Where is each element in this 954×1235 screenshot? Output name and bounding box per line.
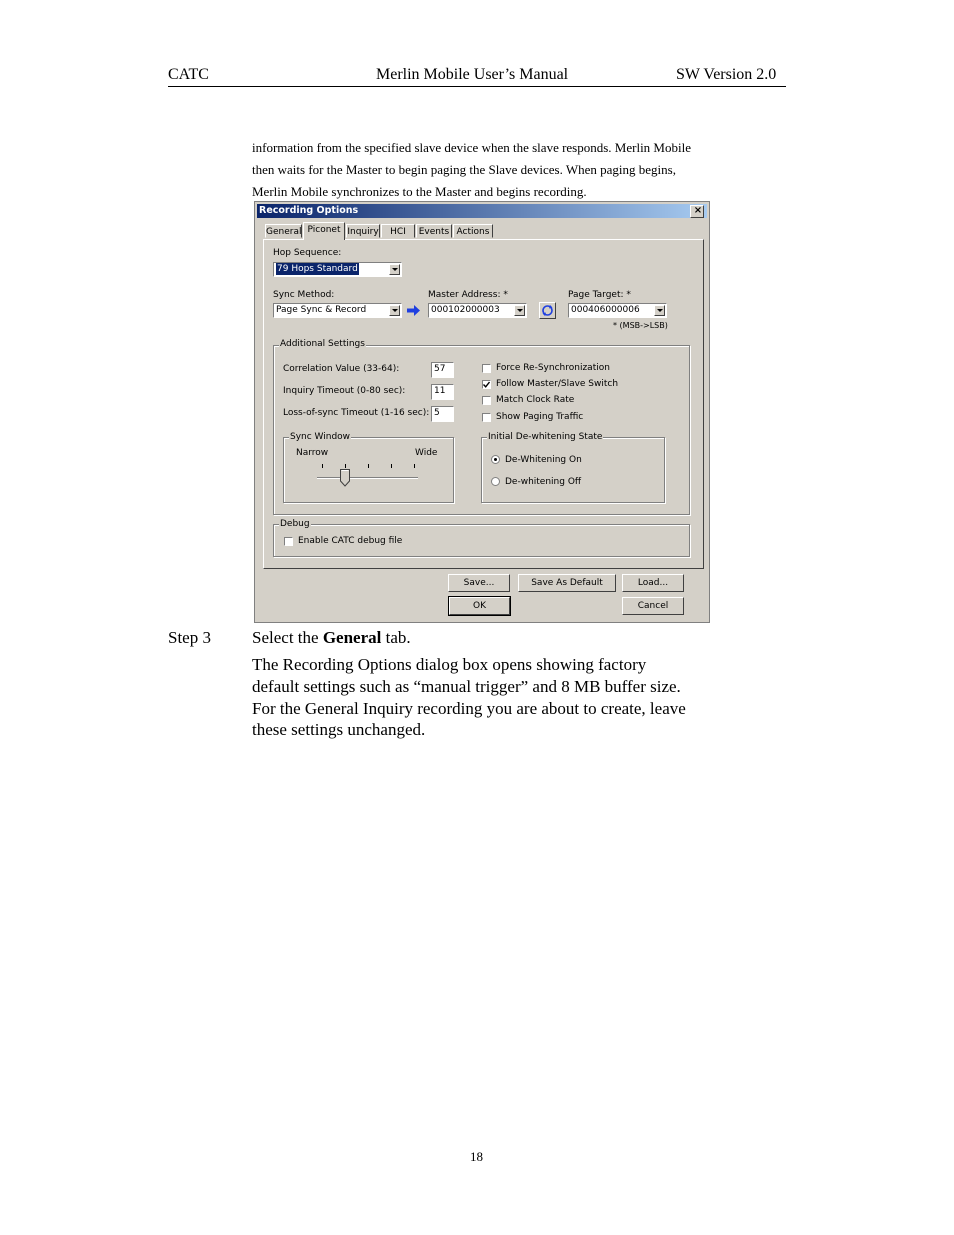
master-address-value: 000102000003 (431, 305, 500, 315)
step-prefix: Select the (252, 628, 323, 647)
paragraph-line-1: The Recording Options dialog box opens showing factory (252, 655, 647, 674)
loss-of-sync-label: Loss-of-sync Timeout (1-16 sec): (283, 408, 430, 418)
close-icon[interactable]: × (690, 205, 704, 218)
master-address-label: Master Address: * (428, 290, 508, 300)
save-as-default-button[interactable]: Save As Default (518, 574, 616, 592)
tab-events[interactable]: Events (416, 224, 452, 238)
dewhitening-label: Initial De-whitening State (488, 432, 603, 442)
page-target-select[interactable] (568, 303, 667, 318)
dewhitening-on-label: De-Whitening On (505, 455, 582, 465)
sync-method-select[interactable] (273, 303, 402, 318)
page-target-label: Page Target: * (568, 290, 631, 300)
dewhitening-off-radio[interactable] (491, 477, 500, 486)
header-title: Merlin Mobile User’s Manual (376, 66, 569, 83)
tab-piconet[interactable]: Piconet (303, 222, 345, 240)
paragraph-line-2: default settings such as “manual trigger” and 8 MB buffer size. (252, 677, 681, 696)
narrow-label: Narrow (296, 448, 329, 458)
ok-button[interactable]: OK (449, 597, 510, 615)
slider-thumb[interactable] (340, 469, 350, 487)
match-clock-checkbox[interactable] (482, 396, 491, 405)
dialog-titlebar (257, 204, 707, 218)
debug-checkbox[interactable] (284, 537, 293, 546)
hop-sequence-select[interactable] (273, 262, 402, 277)
chevron-down-icon[interactable] (389, 264, 400, 275)
header-left: CATC (168, 66, 209, 83)
slider-tick (368, 464, 369, 468)
slider-track[interactable] (317, 477, 418, 479)
chevron-down-icon[interactable] (514, 305, 525, 316)
match-clock-label: Match Clock Rate (496, 395, 575, 405)
follow-switch-checkbox[interactable] (482, 380, 491, 389)
sync-window-group (283, 437, 454, 503)
recording-options-dialog (254, 201, 710, 623)
dewhitening-group (481, 437, 665, 503)
dialog-title: Recording Options (259, 205, 359, 216)
swap-icon (541, 304, 554, 317)
intro-line-2: then waits for the Master to begin paging the Slave devices. When paging begins, (252, 162, 676, 177)
checkmark-icon (483, 381, 490, 388)
show-paging-label: Show Paging Traffic (496, 412, 584, 422)
force-resync-checkbox[interactable] (482, 364, 491, 373)
master-address-select[interactable] (428, 303, 527, 318)
wide-label: Wide (415, 448, 438, 458)
hop-sequence-label: Hop Sequence: (273, 248, 342, 258)
debug-label: Debug (280, 519, 310, 529)
header-rule (168, 86, 786, 87)
sync-window-label: Sync Window (290, 432, 351, 442)
additional-settings-label: Additional Settings (280, 339, 365, 349)
paragraph-line-3: For the General Inquiry recording you are about to create, leave (252, 699, 686, 718)
tab-inquiry[interactable]: Inquiry (346, 224, 380, 238)
page-number: 18 (470, 1149, 483, 1164)
step-label: Step 3 (168, 628, 211, 647)
tab-actions[interactable]: Actions (453, 224, 493, 238)
debug-checkbox-label: Enable CATC debug file (298, 536, 403, 546)
inquiry-timeout-label: Inquiry Timeout (0-80 sec): (283, 386, 406, 396)
load-button[interactable]: Load... (622, 574, 684, 592)
slider-tick (322, 464, 323, 468)
chevron-down-icon[interactable] (654, 305, 665, 316)
slider-tick (345, 464, 346, 468)
correlation-label: Correlation Value (33-64): (283, 364, 400, 374)
loss-of-sync-input[interactable]: 5 (431, 406, 454, 422)
cancel-button[interactable]: Cancel (622, 597, 684, 615)
tab-general[interactable]: General (265, 224, 302, 238)
step-instruction (252, 628, 411, 648)
inquiry-timeout-input[interactable]: 11 (431, 384, 454, 400)
slider-tick (414, 464, 415, 468)
sync-method-label: Sync Method: (273, 290, 335, 300)
arrow-right-icon (407, 305, 421, 316)
step-suffix: tab. (381, 628, 411, 647)
sync-method-value: Page Sync & Record (276, 305, 367, 315)
intro-line-1: information from the specified slave device when the slave responds. Merlin Mobile (252, 140, 691, 155)
slider-tick (391, 464, 392, 468)
step-bold: General (322, 628, 382, 647)
follow-switch-label: Follow Master/Slave Switch (496, 379, 619, 389)
dewhitening-on-radio[interactable] (491, 455, 500, 464)
msb-note: * (MSB->LSB) (613, 321, 668, 330)
header-version: SW Version 2.0 (676, 66, 777, 83)
page-target-value: 000406000006 (571, 305, 640, 315)
dewhitening-off-label: De-whitening Off (505, 477, 582, 487)
tab-hci[interactable]: HCI (381, 224, 415, 238)
swap-button[interactable] (539, 302, 556, 319)
force-resync-label: Force Re-Synchronization (496, 363, 610, 373)
save-button[interactable]: Save... (448, 574, 510, 592)
show-paging-checkbox[interactable] (482, 413, 491, 422)
intro-line-3: Merlin Mobile synchronizes to the Master and begins recording. (252, 184, 587, 199)
hop-sequence-value: 79 Hops Standard (277, 264, 358, 274)
paragraph-line-4: these settings unchanged. (252, 720, 426, 739)
chevron-down-icon[interactable] (389, 305, 400, 316)
correlation-input[interactable]: 57 (431, 362, 454, 378)
